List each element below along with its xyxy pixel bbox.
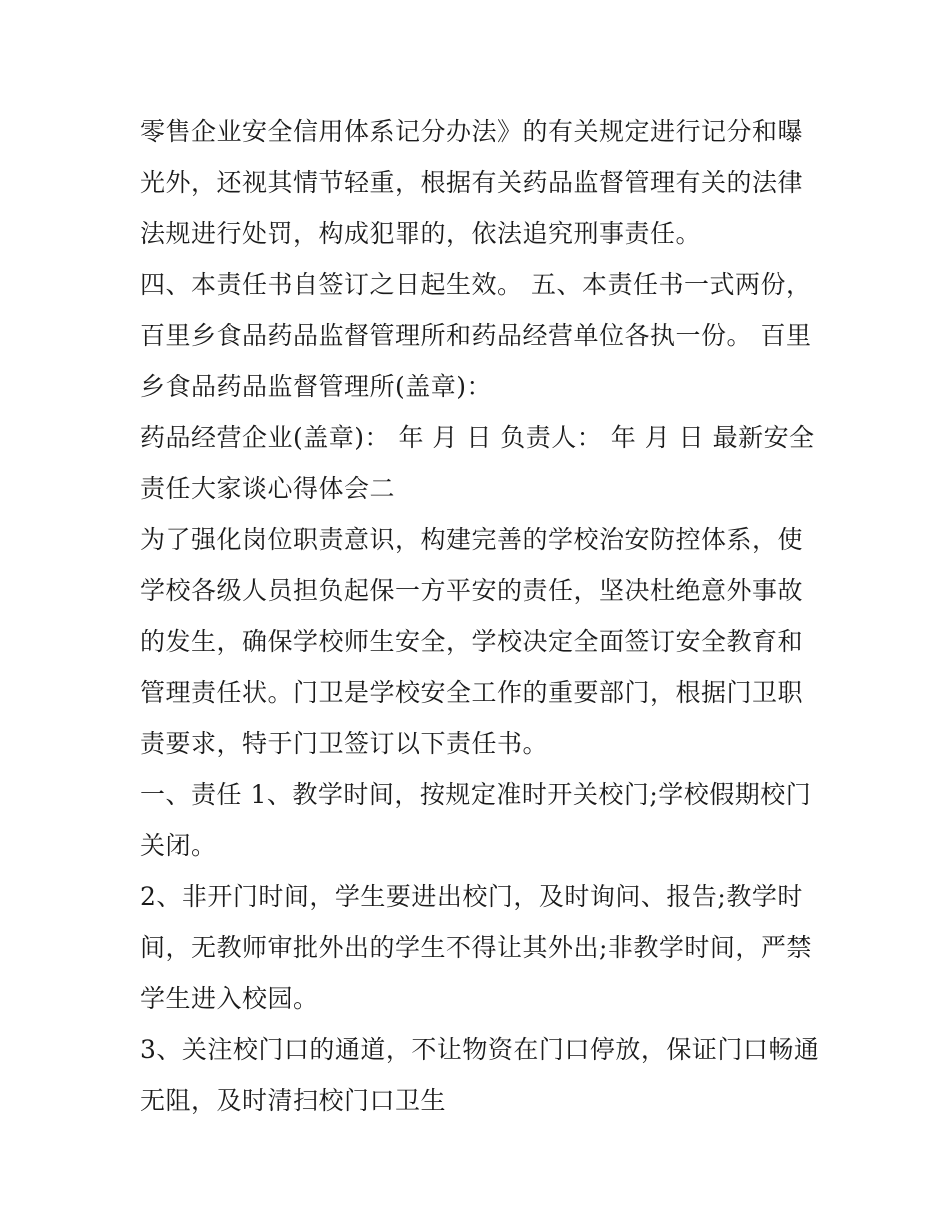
paragraph-duty-1: 一、责任 1、教学时间，按规定准时开关校门;学校假期校门关闭。 bbox=[140, 780, 812, 860]
paragraph-intro: 为了强化岗位职责意识，构建完善的学校治安防控体系，使学校各级人员担负起保一方平安的责任，坚决杜绝意外事故的发生，确保学校师生安全，学校决定全面签订安全教育和管理责任状。门卫是学校安全工作的重要部门，根据门卫职责要求，特于门卫签订以下责任书。 bbox=[140, 525, 804, 758]
paragraph-credit-scoring: 零售企业安全信用体系记分办法》的有关规定进行记分和曝光外，还视其情节轻重，根据有关药品监督管理有关的法律法规进行处罚，构成犯罪的，依法追究刑事责任。 bbox=[140, 117, 804, 248]
paragraph-duty-3: 3、关注校门口的通道，不让物资在门口停放，保证门口畅通无阻，及时清扫校门口卫生 bbox=[140, 1035, 820, 1115]
document-body bbox=[140, 106, 820, 1126]
paragraph-signatures: 药品经营企业(盖章)： 年 月 日 负责人： 年 月 日 最新安全责任大家谈心得体会二 bbox=[140, 423, 815, 503]
paragraph-effective-date: 四、本责任书自签订之日起生效。 五、本责任书一式两份，百里乡食品药品监督管理所和药品经营单位各执一份。 百里乡食品药品监督管理所(盖章)： bbox=[140, 270, 812, 401]
paragraph-duty-2: 2、非开门时间，学生要进出校门，及时询问、报告;教学时间，无教师审批外出的学生不得让其外出;非教学时间，严禁学生进入校园。 bbox=[140, 882, 812, 1013]
